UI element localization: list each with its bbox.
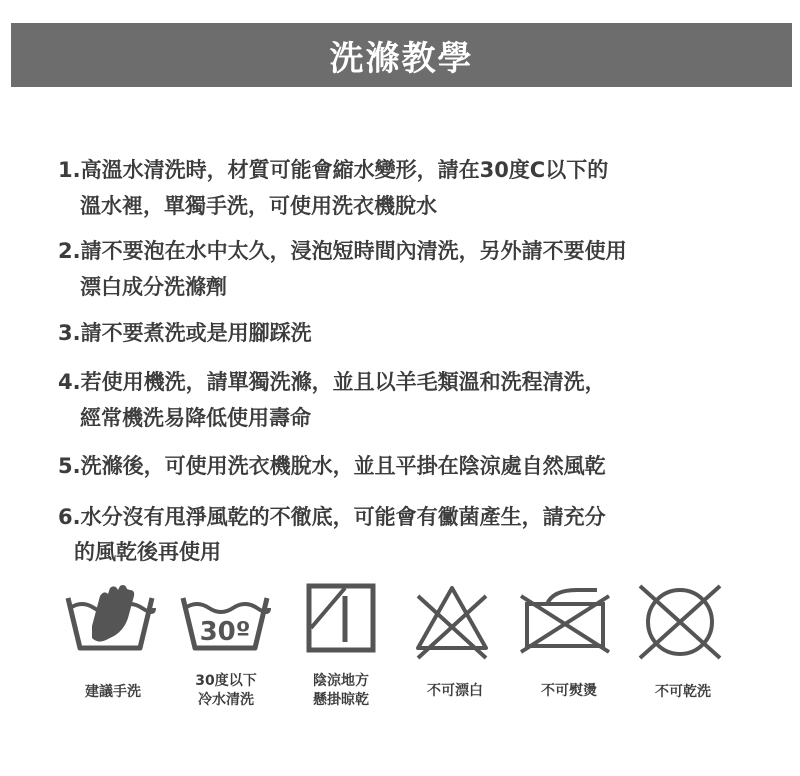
rule-text-line: 經常機洗易降低使用壽命 xyxy=(80,406,311,430)
no-bleach-icon xyxy=(412,582,492,662)
caption-line: 不可漂白 xyxy=(427,683,483,699)
rule-text-line: 溫水裡，單獨手洗，可使用洗衣機脫水 xyxy=(80,194,437,218)
care-caption xyxy=(301,672,381,710)
caption-line: 懸掛晾乾 xyxy=(313,692,369,708)
caption-line: 不可乾洗 xyxy=(655,684,711,700)
care-caption xyxy=(78,683,148,702)
rule-text-line: 6.水分沒有甩淨風乾的不徹底，可能會有黴菌產生，請充分 xyxy=(58,505,606,529)
title-banner xyxy=(11,23,792,87)
page-title: 洗滌教學 xyxy=(329,38,474,79)
caption-line: 冷水清洗 xyxy=(198,692,254,708)
line-dry-shade-icon xyxy=(305,582,379,656)
caption-line: 30度以下 xyxy=(195,673,257,689)
rule-text-line: 1.高溫水清洗時，材質可能會縮水變形，請在30度C以下的 xyxy=(58,158,609,182)
caption-line: 建議手洗 xyxy=(85,684,141,700)
rule-text-line: 5.洗滌後，可使用洗衣機脫水，並且平掛在陰涼處自然風乾 xyxy=(58,454,606,478)
wash-30-icon xyxy=(177,582,273,656)
care-caption xyxy=(188,672,264,710)
rule-text-line: 3.請不要煮洗或是用腳踩洗 xyxy=(58,321,312,345)
rule-text-line: 4.若使用機洗，請單獨洗滌，並且以羊毛類溫和洗程清洗， xyxy=(58,370,606,394)
no-iron-icon xyxy=(517,582,613,656)
care-caption xyxy=(530,682,608,701)
rule-text-line: 的風乾後再使用 xyxy=(74,540,221,564)
wash-temperature-label: 30º xyxy=(199,617,251,647)
rule-text-line: 漂白成分洗滌劑 xyxy=(80,275,227,299)
care-caption xyxy=(644,683,722,702)
caption-line: 不可熨燙 xyxy=(541,683,597,699)
rule-text-line: 2.請不要泡在水中太久，浸泡短時間內清洗，另外請不要使用 xyxy=(58,239,627,263)
caption-line: 陰涼地方 xyxy=(313,673,369,689)
care-caption xyxy=(416,682,494,701)
hand-wash-icon xyxy=(62,582,158,656)
no-tumble-dry-icon xyxy=(632,582,728,662)
care-symbols xyxy=(0,582,800,682)
